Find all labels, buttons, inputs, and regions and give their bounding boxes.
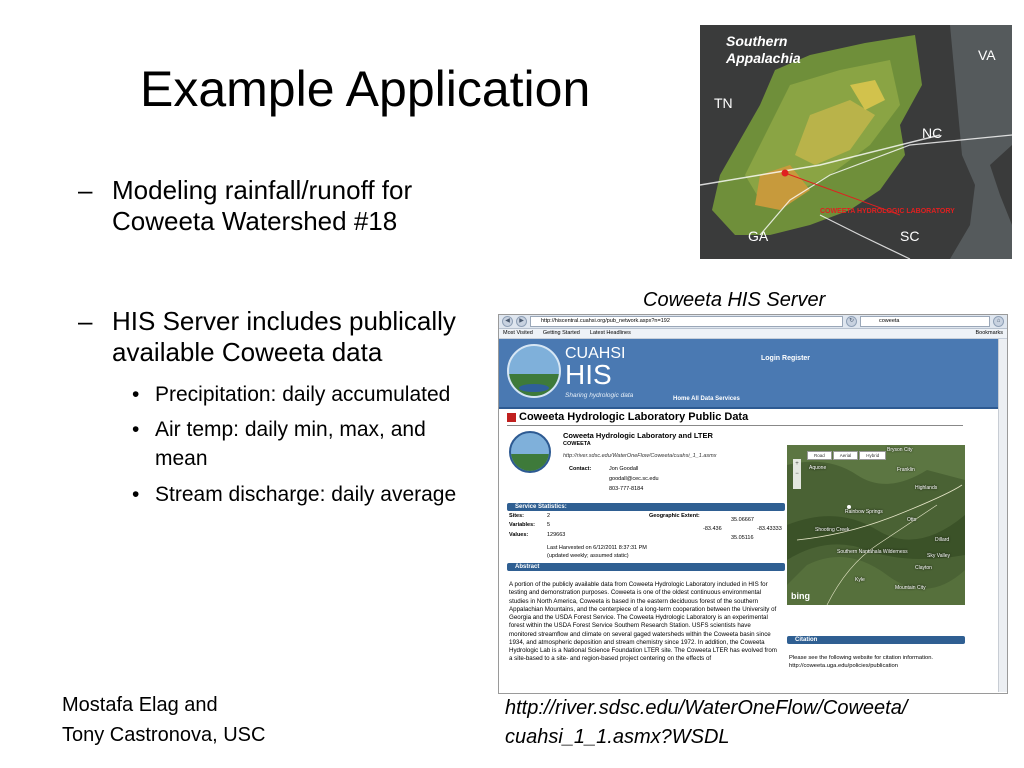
region-map <box>700 25 1012 259</box>
page-heading-text: Coweeta Hydrologic Laboratory Public Data <box>519 411 749 423</box>
bullet-list <box>78 175 478 515</box>
bullet-dot: • <box>132 482 140 506</box>
place-label: Franklin <box>897 467 915 473</box>
bullet-dot: • <box>132 418 140 442</box>
contact-phone: 803-777-8184 <box>609 486 644 492</box>
state-label: VA <box>978 47 996 63</box>
site-tagline: Sharing hydrologic data <box>565 392 634 399</box>
stat-label: Values: <box>509 532 529 538</box>
slide-title: Example Application <box>140 61 591 117</box>
geo-extent-value: 35.06667 <box>731 517 754 523</box>
back-icon[interactable]: ◀ <box>502 316 513 327</box>
brand-top: CUAHSI <box>565 345 626 362</box>
stat-value: 2 <box>547 513 551 519</box>
place-label: Sky Valley <box>927 553 950 559</box>
dash-marker: – <box>78 175 93 205</box>
sub-bullet-list <box>78 380 478 510</box>
service-stats-heading: Service Statistics: <box>507 503 785 511</box>
place-label: Shooting Creek <box>815 527 850 533</box>
geo-extent-label: Geographic Extent: <box>649 513 700 519</box>
map-title-line: Southern <box>726 33 788 49</box>
url-line: http://river.sdsc.edu/WaterOneFlow/Coweeta/ <box>505 697 908 719</box>
contact-email[interactable]: goodall@cec.sc.edu <box>609 476 659 482</box>
contact-name: Jon Goodall <box>609 466 639 472</box>
map-title-line: Appalachia <box>726 49 801 66</box>
place-label: Bryson City <box>887 447 913 453</box>
org-logo <box>509 431 551 473</box>
state-label: NC <box>922 125 943 141</box>
place-label: Mountain City <box>895 585 926 591</box>
forward-icon[interactable]: ▶ <box>516 316 527 327</box>
url-line: cuahsi_1_1.asmx?WSDL <box>505 726 730 748</box>
browser-toolbar <box>499 315 1007 329</box>
map-type-tabs <box>807 451 886 460</box>
site-map[interactable] <box>787 445 965 605</box>
bullet-item <box>78 306 478 367</box>
bookmark-link[interactable]: Most Visited <box>503 330 533 336</box>
credit-line: Mostafa Elag and <box>62 694 218 716</box>
site-header <box>499 339 1007 409</box>
stat-label: Variables: <box>509 522 535 528</box>
site-nav <box>673 396 740 402</box>
page-heading <box>507 411 748 423</box>
brand-main: HIS <box>565 359 612 390</box>
page-scrollbar[interactable] <box>998 339 1007 692</box>
place-label: Rainbow Springs <box>845 509 883 515</box>
credit-line: Tony Castronova, USC <box>62 724 266 746</box>
harvest-note: (updated weekly; assumed static) <box>547 553 629 559</box>
sub-bullet-item <box>78 480 478 509</box>
place-label: Aquone <box>809 465 827 471</box>
stat-value: 129663 <box>547 532 566 538</box>
bookmark-link[interactable]: Getting Started <box>542 330 580 336</box>
bookmarks-menu[interactable]: Bookmarks <box>975 330 1003 336</box>
bullet-item <box>78 175 478 236</box>
sub-bullet-item <box>78 415 478 474</box>
author-credit <box>62 690 265 750</box>
service-icon <box>507 413 516 422</box>
place-label: Otto <box>907 517 917 523</box>
map-tab-road[interactable]: Road <box>807 451 832 460</box>
bookmarks-bar <box>499 329 1007 339</box>
harvest-date: Last Harvested on 6/12/2011 8:37:31 PM <box>547 545 647 551</box>
stat-label: Sites: <box>509 513 524 519</box>
home-icon[interactable]: ⌂ <box>993 316 1004 327</box>
map-tab-hybrid[interactable]: Hybrid <box>859 451 886 460</box>
place-label: Kyle <box>855 577 865 583</box>
place-label: Highlands <box>915 485 938 491</box>
place-label: Clayton <box>915 565 932 571</box>
his-logo[interactable] <box>507 344 561 398</box>
citation-text: Please see the following website for citation information. http://coweeta.uga.edu/policies/publication <box>789 655 934 669</box>
geo-extent-value: -83.43333 <box>757 526 782 532</box>
nav-home[interactable]: Home <box>673 396 690 402</box>
abstract-text: A portion of the publicly available data from Coweeta Hydrologic Laboratory included in HIS for testing and demonstration purposes. Coweeta is one of the oldest continuous environmental studies in North America, Coweeta is based in the eastern deciduous forest of the southern Appalachian Mountains, and the centerpiece of a long-term cooperation between the University of Georgia and the USDA Forest Service. The Coweeta Hydrologic Laboratory is an experimental forest within the USDA Forest Service Southern Research Station. USFS scientists have monitored streamflow and climate on several gaged watersheds within the Coweeta basin since 1934, and atmospheric deposition and stream chemistry since 1972. In addition, the Coweeta Hydrologic Lab is a National Science Foundation LTER site. The Coweeta LTER has evolved from a site-based to a site- and region-based project centering on the effects of <box>509 581 777 663</box>
place-label: Southern Nantahala Wilderness <box>837 549 908 555</box>
address-bar[interactable]: http://hiscentral.cuahsi.org/pub_network.aspx?n=192 <box>530 316 843 327</box>
geo-extent-value: -83.436 <box>703 526 722 532</box>
state-label: GA <box>748 228 769 244</box>
register-link[interactable]: Register <box>782 355 811 362</box>
citation-heading: Citation <box>787 636 965 644</box>
geo-extent-value: 35.05116 <box>731 535 754 541</box>
contact-label: Contact: <box>569 466 592 472</box>
map-zoom-control[interactable]: + − <box>793 459 801 489</box>
bullet-dot: • <box>132 382 140 406</box>
place-label: Dillard <box>935 537 950 543</box>
browser-screenshot <box>498 314 1008 694</box>
bookmark-link[interactable]: Latest Headlines <box>589 330 631 336</box>
org-name: Coweeta Hydrologic Laboratory and LTER <box>563 431 713 440</box>
dash-marker: – <box>78 306 93 337</box>
abstract-heading: Abstract <box>507 563 785 571</box>
org-code: COWEETA <box>563 441 591 447</box>
divider <box>507 425 963 426</box>
account-links <box>761 355 810 362</box>
login-link[interactable]: Login <box>761 355 781 362</box>
map-tab-aerial[interactable]: Aerial <box>833 451 859 460</box>
bullet-text: HIS Server includes publically available Coweeta data <box>112 306 456 368</box>
bullet-text: Modeling rainfall/runoff for Coweeta Watershed #18 <box>112 175 413 236</box>
sub-bullet-text: Stream discharge: daily average <box>155 482 457 506</box>
lab-label: COWEETA HYDROLOGIC LABORATORY <box>820 208 955 215</box>
state-label: TN <box>714 95 733 111</box>
service-url[interactable]: http://river.sdsc.edu/WaterOneFlow/Coweeta/cuahsi_1_1.asmx <box>563 453 717 459</box>
wsdl-url-caption <box>505 694 907 752</box>
nav-all-data-services[interactable]: All Data Services <box>691 396 740 402</box>
browser-search-input[interactable]: coweeta <box>860 316 990 327</box>
map-title <box>726 33 801 67</box>
state-label: SC <box>900 228 920 244</box>
sub-bullet-item <box>78 380 478 409</box>
sub-bullet-text: Air temp: daily min, max, and mean <box>155 418 426 471</box>
sub-bullet-text: Precipitation: daily accumulated <box>155 382 451 406</box>
refresh-icon[interactable]: ↻ <box>846 316 857 327</box>
bing-logo: bing <box>791 591 810 601</box>
stat-value: 5 <box>547 522 551 528</box>
server-caption: Coweeta HIS Server <box>643 289 826 311</box>
